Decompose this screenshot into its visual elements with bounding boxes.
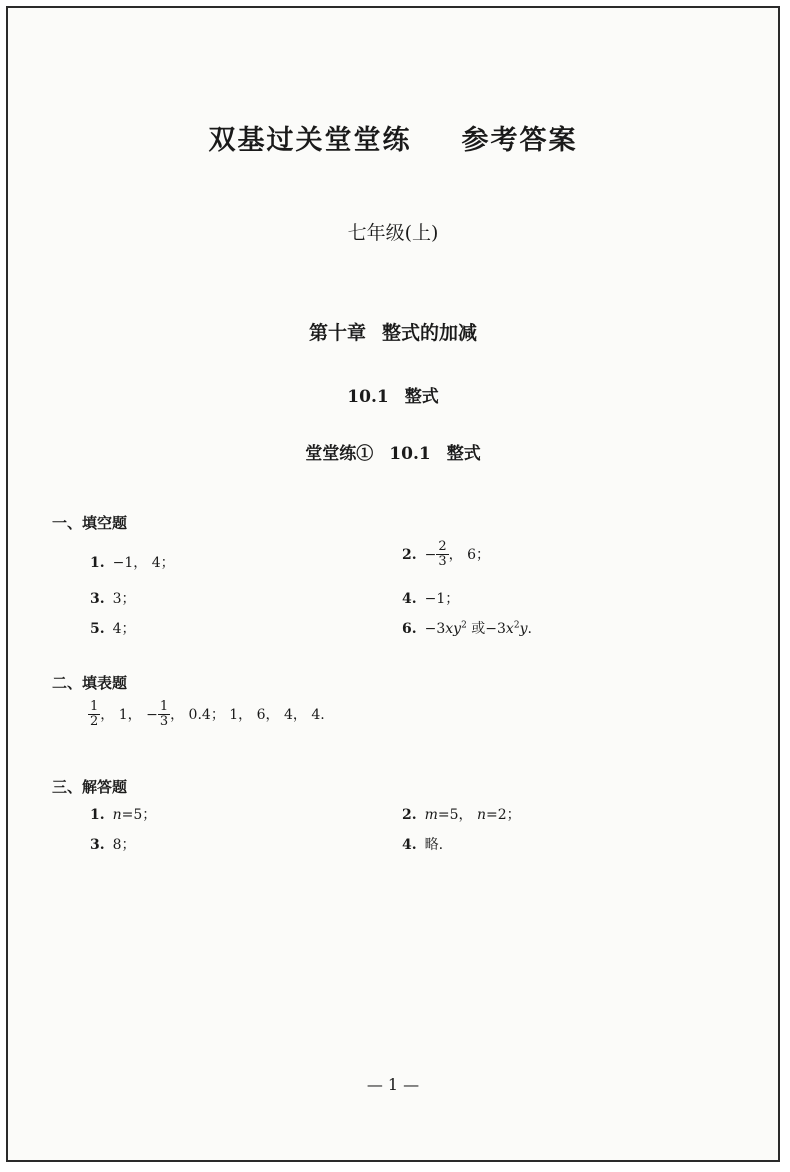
title-main: 双基过关堂堂练 — [208, 125, 412, 156]
part1-heading: 一、填空题 — [52, 514, 128, 532]
lesson-number: 10.1 — [389, 444, 431, 464]
title-answer: 参考答案 — [461, 125, 578, 156]
page-number: — 1 — — [366, 1075, 420, 1094]
chapter-label: 第十章 — [308, 322, 366, 344]
lesson-name: 整式 — [446, 444, 481, 464]
answer-item: 3. 3； — [90, 591, 136, 607]
answer-item: 4. 略. — [402, 837, 444, 853]
chapter-name: 整式的加减 — [382, 322, 478, 344]
answer-item: 6. $-3xy^2$ 或$-3x^2y$. — [402, 620, 532, 637]
part2-heading: 二、填表题 — [52, 674, 128, 692]
lesson-label: 堂堂练① — [305, 444, 374, 464]
document-page — [6, 6, 780, 1162]
fraction: $\frac{2}{3}$ — [438, 539, 447, 570]
lesson-heading — [8, 439, 778, 464]
table-answer: $\frac{1}{2}$ ， 1， − $\frac{1}{3}$ ， 0.4； 1， 6， 4， 4. — [90, 699, 325, 730]
fraction: $\frac{1}{3}$ — [159, 699, 169, 730]
answer-item: 3. 8； — [90, 837, 136, 853]
answer-item: 1. n=5； — [90, 807, 157, 823]
page-title — [8, 118, 778, 157]
part3-heading: 三、解答题 — [52, 778, 128, 796]
section-name: 整式 — [404, 387, 439, 407]
answer-item: 2. m=5， n=2； — [402, 807, 521, 823]
chapter-heading — [8, 318, 778, 345]
grade-label: 七年级(上) — [347, 222, 439, 244]
section-number: 10.1 — [347, 387, 389, 407]
answer-item: 5. 4； — [90, 621, 136, 637]
answer-item: 4. −1； — [402, 591, 460, 607]
answer-item: 2. − $\frac{2}{3}$ ， 6； — [402, 539, 490, 570]
section-heading — [8, 382, 778, 407]
answer-item: 1. −1， 4； — [90, 555, 175, 571]
fraction: $\frac{1}{2}$ — [90, 699, 99, 730]
